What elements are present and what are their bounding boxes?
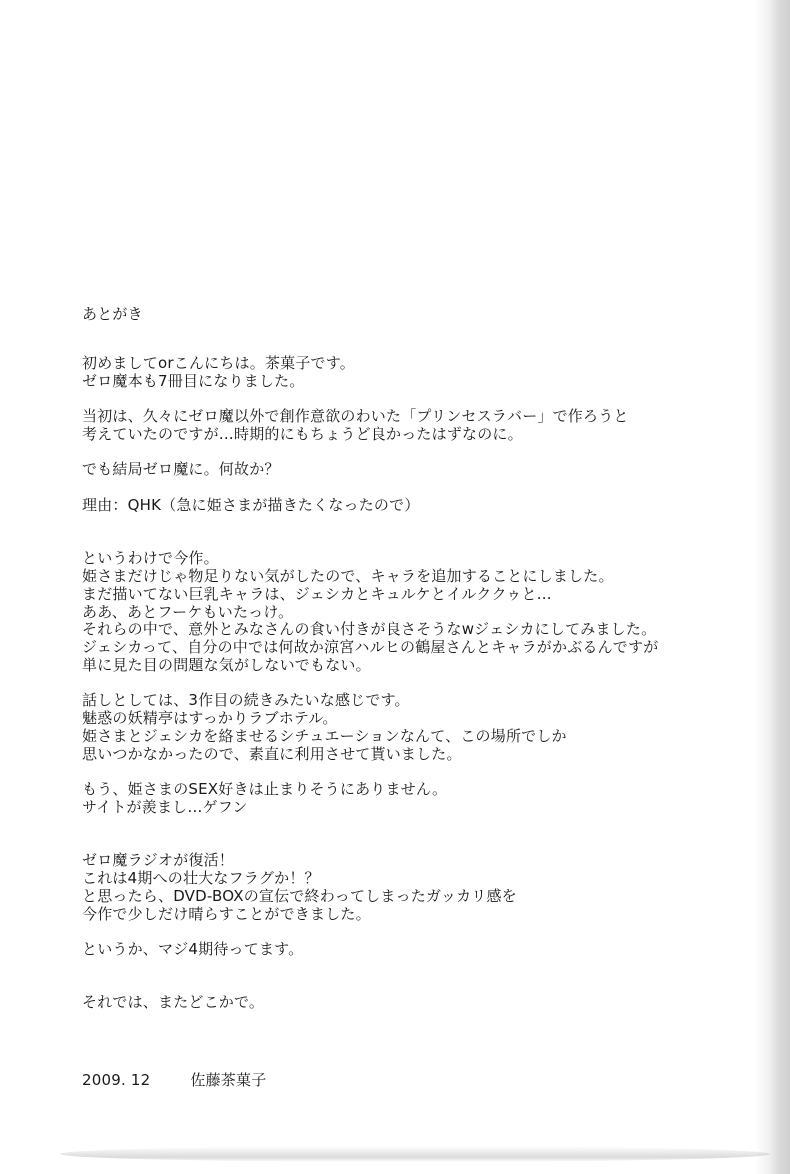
afterword-heading: あとがき — [82, 305, 143, 323]
text-line: 単に見た目の問題な気がしないでもない。 — [82, 656, 371, 674]
text-line: 話しとしては、3作目の続きみたいな感じです。 — [82, 691, 410, 709]
author-name: 佐藤茶菓子 — [190, 1071, 267, 1089]
text-line: と思ったら、DVD-BOXの宣伝で終わってしまったガッカリ感を — [82, 887, 517, 905]
text-line: というわけで今作。 — [82, 549, 219, 567]
text-line: 考えていたのですが…時期的にもちょうど良かったはずなのに。 — [82, 425, 523, 443]
text-line: というか、マジ4期待ってます。 — [82, 940, 304, 958]
text-line: それでは、またどこかで。 — [82, 993, 265, 1011]
text-line: ゼロ魔本も7冊目になりました。 — [82, 372, 305, 390]
date-text: 2009. 12 — [82, 1071, 151, 1089]
text-line: まだ描いてない巨乳キャラは、ジェシカとキュルケとイルククゥと… — [82, 585, 552, 603]
text-line: 当初は、久々にゼロ魔以外で創作意欲のわいた「プリンセスラバー」で作ろうと — [82, 407, 629, 425]
text-line: でも結局ゼロ魔に。何故か？ — [82, 460, 280, 478]
text-line: 思いつかなかったので、素直に利用させて貰いました。 — [82, 745, 462, 763]
text-line: これは4期への壮大なフラグか！？ — [82, 869, 320, 887]
text-line: 姫さまとジェシカを絡ませるシチュエーションなんて、この場所でしか — [82, 727, 567, 745]
page-bottom-shadow — [60, 1146, 770, 1162]
text-line: ジェシカって、自分の中では何故か涼宮ハルヒの鶴屋さんとキャラがかぶるんですが — [82, 638, 659, 656]
text-line: ゼロ魔ラジオが復活！ — [82, 851, 235, 869]
text-line: サイトが羨まし…ゲフン — [82, 798, 248, 816]
text-line: 初めましてorこんにちは。茶菓子です。 — [82, 354, 355, 372]
text-line: 魅惑の妖精亭はすっかりラブホテル。 — [82, 709, 338, 727]
signature-line — [82, 1072, 266, 1089]
text-line: 姫さまだけじゃ物足りない気がしたので、キャラを追加することにしました。 — [82, 567, 614, 585]
text-line: 今作で少しだけ晴らすことができました。 — [82, 905, 371, 923]
text-line: それらの中で、意外とみなさんの食い付きが良さそうなwジェシカにしてみました。 — [82, 620, 657, 638]
text-line: ああ、あとフーケもいたっけ。 — [82, 603, 294, 621]
text-line: もう、姫さまのSEX好きは止まりそうにありません。 — [82, 780, 448, 798]
text-line: 理由：QHK（急に姫さまが描きたくなったので） — [82, 496, 420, 514]
